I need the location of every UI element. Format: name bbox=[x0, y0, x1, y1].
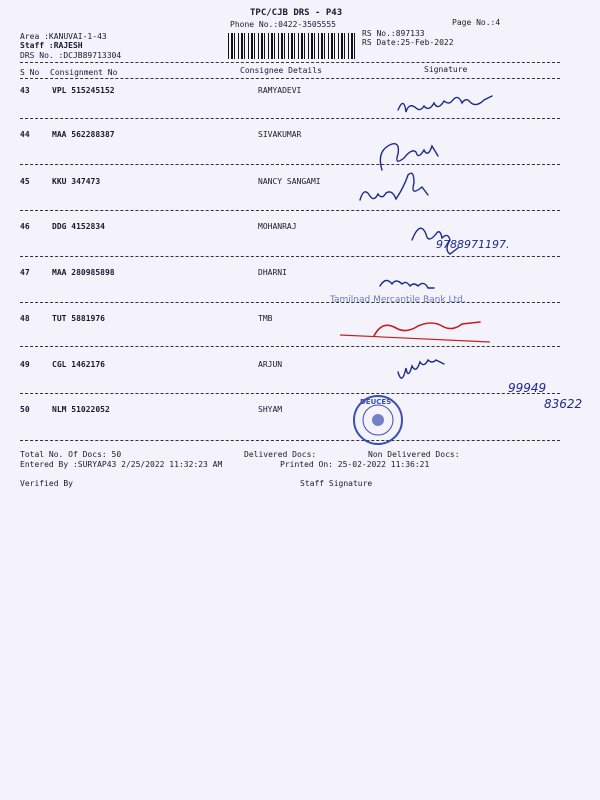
row-consignee: TMB bbox=[258, 314, 273, 323]
row-consignment: DDG 4152834 bbox=[52, 222, 105, 231]
row-sno: 50 bbox=[20, 405, 30, 414]
row-consignment: CGL 1462176 bbox=[52, 360, 105, 369]
verified-by: Verified By bbox=[20, 479, 73, 488]
document-title: TPC/CJB DRS - P43 bbox=[250, 8, 343, 18]
row-sno: 44 bbox=[20, 130, 30, 139]
seal-text: DEUCES bbox=[360, 398, 392, 406]
column-consignment: Consignment No bbox=[50, 68, 118, 77]
handwritten-phone-50a: 99949 bbox=[508, 381, 547, 395]
rs-number: RS No.:897133 bbox=[362, 29, 425, 38]
staff-signature-label: Staff Signature bbox=[300, 479, 373, 488]
signature-row-47 bbox=[380, 280, 434, 288]
row-sno: 47 bbox=[20, 268, 30, 277]
signature-row-45 bbox=[360, 173, 428, 200]
row-consignee: NANCY SANGAMI bbox=[258, 177, 321, 186]
signature-row-44 bbox=[380, 144, 438, 170]
delivered-docs: Delivered Docs: bbox=[244, 450, 317, 459]
row-consignee: SHYAM bbox=[258, 405, 283, 414]
column-consignee: Consignee Details bbox=[240, 66, 322, 75]
row-consignee: ARJUN bbox=[258, 360, 283, 369]
company-seal bbox=[354, 396, 402, 444]
row-sno: 45 bbox=[20, 177, 30, 186]
entered-by: Entered By :SURYAP43 2/25/2022 11:32:23 AM bbox=[20, 460, 223, 469]
staff-label: Staff :RAJESH bbox=[20, 41, 83, 50]
rs-date: RS Date:25-Feb-2022 bbox=[362, 38, 454, 47]
signature-row-48 bbox=[374, 322, 480, 336]
area-label: Area :KANUVAI-1-43 bbox=[20, 32, 107, 41]
row-sno: 48 bbox=[20, 314, 30, 323]
column-signature: Signature bbox=[424, 65, 468, 74]
page-number: Page No.:4 bbox=[452, 18, 501, 27]
row-consignee: DHARNI bbox=[258, 268, 287, 277]
row-sno: 46 bbox=[20, 222, 30, 231]
printed-on: Printed On: 25-02-2022 11:36:21 bbox=[280, 460, 430, 469]
drs-number: DRS No. :DCJB89713304 bbox=[20, 51, 122, 60]
row-consignee: RAMYADEVI bbox=[258, 86, 302, 95]
handwritten-phone-50b: 83622 bbox=[544, 397, 583, 411]
row-consignment: TUT 5881976 bbox=[52, 314, 105, 323]
row-consignee: SIVAKUMAR bbox=[258, 130, 302, 139]
signature-row-49 bbox=[398, 360, 444, 378]
row-consignment: NLM 51022052 bbox=[52, 405, 110, 414]
column-sno: S No bbox=[20, 68, 40, 77]
handwritten-phone-46: 9788971197. bbox=[436, 238, 510, 251]
red-ink-line bbox=[340, 335, 490, 342]
row-consignee: MOHANRAJ bbox=[258, 222, 297, 231]
row-consignment: KKU 347473 bbox=[52, 177, 101, 186]
row-consignment: VPL 515245152 bbox=[52, 86, 115, 95]
phone-number: Phone No.:0422-3505555 bbox=[230, 20, 336, 29]
bank-stamp-text: Tamilnad Mercantile Bank Ltd. bbox=[330, 295, 466, 305]
row-consignment: MAA 562288387 bbox=[52, 130, 115, 139]
row-consignment: MAA 280985898 bbox=[52, 268, 115, 277]
non-delivered-docs: Non Delivered Docs: bbox=[368, 450, 460, 459]
signature-row-43 bbox=[398, 96, 492, 112]
total-docs: Total No. Of Docs: 50 bbox=[20, 450, 122, 459]
row-sno: 49 bbox=[20, 360, 30, 369]
row-sno: 43 bbox=[20, 86, 30, 95]
